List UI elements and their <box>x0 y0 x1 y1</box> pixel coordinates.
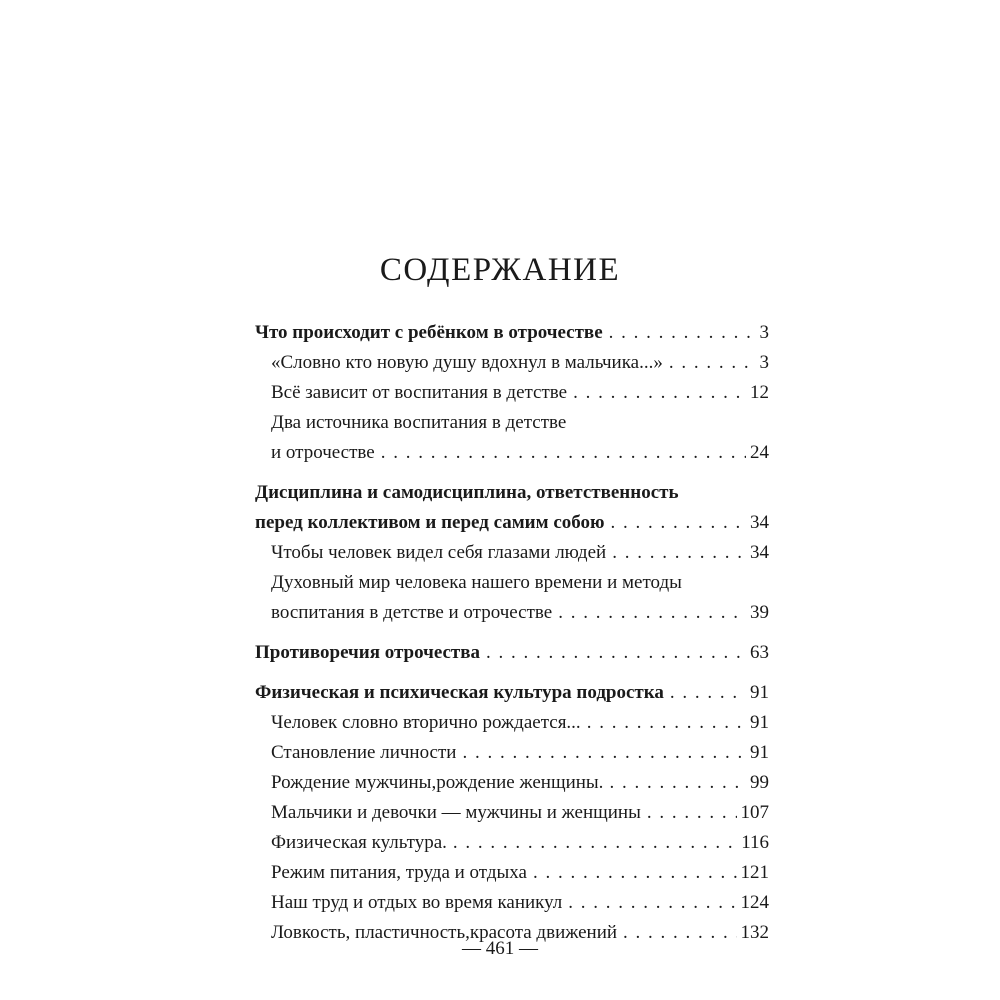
entry-title: Человек словно вторично рождается... <box>271 712 581 733</box>
dot-leader <box>573 378 746 408</box>
toc-section-entry <box>255 858 769 888</box>
dot-leader <box>381 438 746 468</box>
entry-title: Режим питания, труда и отдыха <box>271 862 527 883</box>
entry-page-number: 121 <box>740 862 769 883</box>
entry-page-number: 124 <box>740 892 769 913</box>
toc-section-entry <box>255 828 769 858</box>
dot-leader <box>558 598 746 628</box>
entry-title-first-line: Два источника воспитания в детстве <box>271 412 567 433</box>
dot-leader <box>612 538 746 568</box>
entry-title: Противоречия отрочества <box>255 642 481 663</box>
entry-title: Ловкость, пластичность,красота движений <box>271 922 618 943</box>
dot-leader <box>462 738 746 768</box>
entry-page-number: 12 <box>750 382 769 403</box>
dot-leader <box>647 798 737 828</box>
toc-chapter-entry <box>255 318 769 348</box>
entry-title-first-line: Духовный мир человека нашего времени и методы <box>271 572 682 593</box>
dot-leader <box>486 638 746 668</box>
toc-chapter-entry <box>255 478 769 538</box>
toc-title: СОДЕРЖАНИЕ <box>379 252 621 288</box>
entry-page-number: 34 <box>750 542 769 563</box>
dot-leader <box>611 508 746 538</box>
entry-page-number: 63 <box>750 642 769 663</box>
toc-section-entry <box>255 708 769 738</box>
entry-title: перед коллективом и перед самим собою <box>255 512 605 533</box>
entry-title: Физическая культура. <box>271 832 447 853</box>
dot-leader <box>609 768 746 798</box>
dot-leader <box>533 858 737 888</box>
dot-leader <box>568 888 736 918</box>
entry-page-number: 91 <box>750 742 769 763</box>
entry-page-number: 91 <box>750 682 769 703</box>
entry-title: Наш труд и отдых во время каникул <box>271 892 563 913</box>
entry-title: Всё зависит от воспитания в детстве <box>271 382 568 403</box>
toc-section-entry <box>255 538 769 568</box>
dot-leader <box>453 828 737 858</box>
entry-page-number: 132 <box>740 922 769 943</box>
entry-page-number: 116 <box>741 832 769 853</box>
entry-page-number: 24 <box>750 442 769 463</box>
dot-leader <box>669 348 756 378</box>
entry-title: Рождение мужчины,рождение женщины. <box>271 772 604 793</box>
toc-chapter-entry <box>255 678 769 708</box>
toc-section-entry <box>255 378 769 408</box>
page-number: — 461 — <box>462 938 538 959</box>
entry-page-number: 99 <box>750 772 769 793</box>
toc-section-entry <box>255 348 769 378</box>
dot-leader <box>670 678 746 708</box>
entry-page-number: 91 <box>750 712 769 733</box>
entry-page-number: 107 <box>740 802 769 823</box>
table-of-contents <box>255 318 769 948</box>
toc-section-entry <box>255 408 769 468</box>
toc-section-entry <box>255 798 769 828</box>
entry-title: Становление личности <box>271 742 457 763</box>
entry-page-number: 3 <box>759 322 769 343</box>
toc-section-entry <box>255 768 769 798</box>
entry-title: «Словно кто новую душу вдохнул в мальчика...» <box>271 352 663 373</box>
entry-title: Мальчики и девочки — мужчины и женщины <box>271 802 641 823</box>
entry-page-number: 34 <box>750 512 769 533</box>
entry-page-number: 3 <box>759 352 769 373</box>
dot-leader <box>587 708 746 738</box>
toc-section-entry <box>255 568 769 628</box>
toc-section-entry <box>255 888 769 918</box>
entry-title-first-line: Дисциплина и самодисциплина, ответственность <box>255 482 679 503</box>
toc-section-entry <box>255 738 769 768</box>
entry-title: воспитания в детстве и отрочестве <box>271 602 553 623</box>
toc-chapter-entry <box>255 638 769 668</box>
entry-title: Что происходит с ребёнком в отрочестве <box>255 322 603 343</box>
entry-title: и отрочестве <box>271 442 375 463</box>
entry-page-number: 39 <box>750 602 769 623</box>
entry-title: Физическая и психическая культура подростка <box>255 682 664 703</box>
dot-leader <box>609 318 756 348</box>
entry-title: Чтобы человек видел себя глазами людей <box>271 542 607 563</box>
